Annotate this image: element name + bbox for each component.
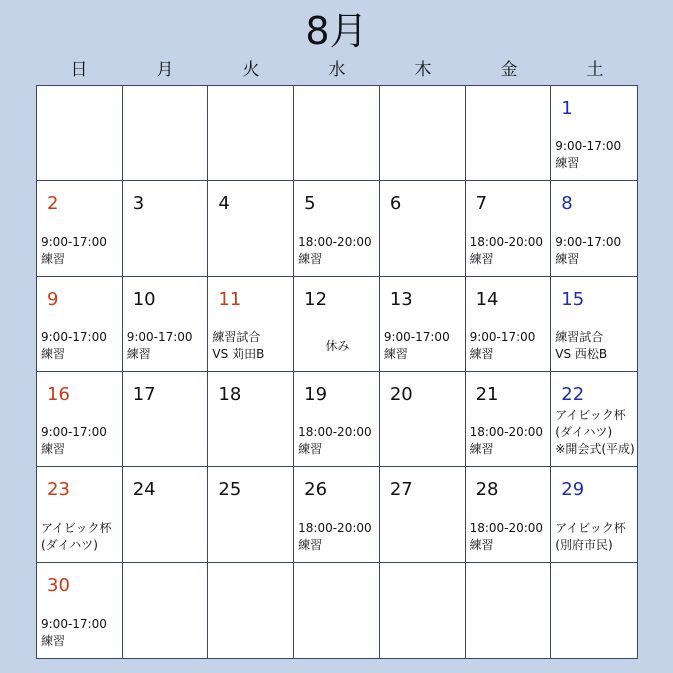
day-number: 4 [218,193,230,215]
day-number: 3 [132,193,145,215]
day-cell-9 [37,277,123,372]
day-cell-5 [294,181,380,276]
day-cell-30 [37,563,123,658]
event-text: 9:00-17:00 練習 [383,330,450,361]
empty-day-cell [466,563,552,658]
day-number: 19 [304,384,328,405]
day-cell-18 [208,372,294,467]
day-cell-16 [37,372,123,467]
day-cell-14 [466,277,552,372]
event-text: 18:00-20:00 練習 [298,520,372,552]
event-text: 18:00-20:00 練習 [469,425,544,457]
event-text: 9:00-17:00 練習 [41,425,107,457]
empty-day-cell [208,563,294,658]
day-number: 12 [304,288,328,310]
event-text: 練習試合 VS 西松B [555,330,608,361]
day-number: 13 [389,288,413,310]
day-number: 17 [132,384,156,405]
day-cell-27 [380,467,466,562]
day-number: 26 [304,479,328,501]
weekday-label-sat: 土 [586,60,604,80]
day-number: 9 [47,288,59,310]
empty-day-cell [380,563,466,658]
day-number: 15 [561,288,585,310]
event-text: アイビック杯 (別府市民) [555,520,626,552]
day-cell-26 [294,467,380,562]
event-text: アイビック杯 (ダイハツ) [41,520,112,552]
empty-day-cell [37,86,123,181]
day-cell-7 [466,181,552,276]
day-cell-13 [380,277,466,372]
day-cell-22 [551,372,637,467]
day-number: 28 [475,479,499,501]
empty-day-cell [380,86,466,181]
day-number: 10 [132,288,156,310]
day-number: 30 [47,574,70,596]
day-number: 27 [389,479,413,501]
day-cell-2 [37,181,123,276]
day-cell-11 [208,277,294,372]
event-text: 9:00-17:00 練習 [469,330,536,361]
day-cell-28 [466,467,552,562]
day-number: 24 [132,479,156,501]
day-cell-25 [208,467,294,562]
day-number: 8 [561,193,573,215]
day-cell-1 [551,86,637,181]
day-cell-17 [123,372,209,467]
event-text: 練習試合 VS 苅田B [212,330,265,361]
weekday-header-row [36,58,638,82]
day-cell-19 [294,372,380,467]
empty-day-cell [123,563,209,658]
weekday-label-mon: 月 [156,60,174,80]
day-cell-12 [294,277,380,372]
event-text: 9:00-17:00 練習 [555,234,622,266]
day-number: 29 [561,479,585,501]
event-text: 18:00-20:00 練習 [469,234,544,266]
day-number: 16 [47,384,70,405]
event-text: 9:00-17:00 練習 [126,330,193,361]
day-cell-6 [380,181,466,276]
day-cell-21 [466,372,552,467]
weekday-label-fri: 金 [500,60,518,80]
event-text: 9:00-17:00 練習 [555,139,622,171]
day-number: 5 [304,193,316,215]
empty-day-cell [294,86,380,181]
event-text: 9:00-17:00 練習 [41,617,107,648]
day-cell-29 [551,467,637,562]
day-number: 11 [218,288,242,310]
day-cell-10 [123,277,209,372]
event-text: 休み [325,339,350,353]
event-text: アイビック杯 (ダイハツ) ※開会式(平成) [555,408,635,457]
weekday-label-sun: 日 [70,60,88,80]
weekday-label-wed: 水 [328,60,346,80]
event-text: 18:00-20:00 練習 [298,425,372,457]
empty-day-cell [551,563,637,658]
day-cell-8 [551,181,637,276]
day-number: 23 [47,479,70,501]
day-number: 18 [218,384,242,405]
empty-day-cell [208,86,294,181]
day-number: 21 [475,384,499,405]
calendar-grid [36,85,638,659]
event-text: 18:00-20:00 練習 [298,234,372,266]
day-number: 20 [389,384,413,405]
weekday-label-tue: 火 [242,60,260,80]
day-number: 2 [47,193,59,215]
month-title: 8月 [305,9,368,53]
day-cell-3 [123,181,209,276]
day-cell-20 [380,372,466,467]
day-cell-4 [208,181,294,276]
day-number: 22 [561,384,585,405]
day-number: 6 [389,193,402,215]
empty-day-cell [123,86,209,181]
weekday-label-thu: 木 [414,60,432,80]
event-text: 9:00-17:00 練習 [41,234,107,266]
day-number: 14 [475,288,499,310]
day-cell-15 [551,277,637,372]
day-number: 1 [561,98,573,119]
day-cell-24 [123,467,209,562]
empty-day-cell [466,86,552,181]
event-text: 9:00-17:00 練習 [41,330,107,361]
day-cell-23 [37,467,123,562]
event-text: 18:00-20:00 練習 [469,520,544,552]
day-number: 25 [218,479,242,501]
empty-day-cell [294,563,380,658]
day-number: 7 [475,193,488,215]
